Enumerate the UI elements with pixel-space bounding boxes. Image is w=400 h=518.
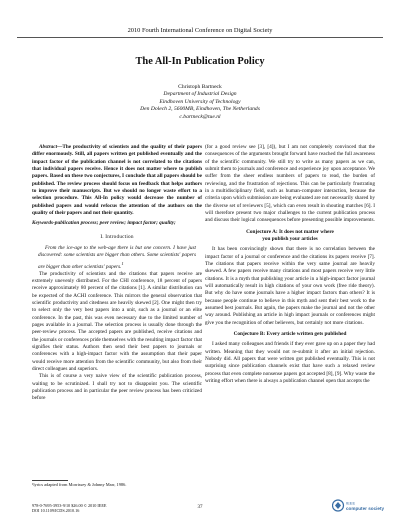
conjecture-a-heading: Conjecture A: It does not matter where you publish your articles xyxy=(246,228,334,242)
author-block xyxy=(0,84,400,121)
abstract-text: The productivity of scientists and the quality of their papers differ enormously. Still, all papers written get published eventually and the impact factor of the publication channel is not correlated to the citations that individual papers receive. Hence it does not matter where to publish papers. Based on these two conjectures, I conclude that all papers should be published. The review process should focus on feedback that helps authors to improve their manuscripts. But we should no longer waste effort to a selection procedure. This All-In policy would decrease the number of published papers and would refocus the attention of the authors on the quality of their papers and not their quantity. xyxy=(32,144,202,216)
page-number: 37 xyxy=(197,505,203,510)
keywords-label: Keywords-publication process; peer review; impact factor; quality; xyxy=(32,220,176,227)
intro-paragraph-2: This is of course a very naive view of the scientific publication process, waiting to be scrutinized. I shall try not to disappoint you. The scientific publication process and in particular the peer review process has been criticized before xyxy=(32,373,202,402)
left-column xyxy=(32,144,202,403)
conjecture-b-heading: Conjecture B: Every article written gets published xyxy=(233,330,347,337)
ieee-computer-society-logo xyxy=(332,498,384,513)
author-univ: Eindhoven University of Technology xyxy=(159,98,241,105)
author-email: c.bartneck@tue.nl xyxy=(179,113,221,120)
paper-title: The All-In Publication Policy xyxy=(135,56,265,67)
intro-paragraph-1: The productivity of scientists and the citations that papers receive are extremely unevenly distributed. For the CHI conference, 18 percent of papers receive approximately 80 percent of the citations [1]. A similar distribution can be expected of the ACHI conference. This mirrors the general observation that scientific productivity and citedness are heavily skewed [2]. One might then try to select only the very best papers into a unit, such as a journal or an elite conference. In the past, this was even necessary due to the limited number of pages available in a journal. The selection process is usually done through the peer-review process. The accepted papers are published, receive citations and the journals or conferences pride themselves with the resulting impact factor that signifies their status. Authors then send their best papers to journals or conferences with a high-impact factor with the assumption that their paper would receive more attention from the scientific community, but also from their direct colleagues and superiors. xyxy=(32,270,202,372)
svg-text:computer society: computer society xyxy=(346,506,384,511)
epigraph-quote: From the ice-age to the web-age there is but one concern. I have just discovered: some scientists are bigger than others. Some scientists' papers are bigger than other scientists' papers.$^1$ xyxy=(38,244,196,270)
doi-line: DOI 10.1109/ICDS.2010.16 xyxy=(32,508,80,513)
right-column xyxy=(205,144,375,385)
abstract-label: Abstract— xyxy=(39,144,63,150)
header-rule xyxy=(17,37,383,38)
footnote-rule xyxy=(32,480,68,481)
footnote: ¹lyrics adapted from Morrissey & Johnny Marr, 1986. xyxy=(32,482,127,487)
svg-text:IEEE: IEEE xyxy=(346,500,356,506)
conjecture-b-paragraph: I asked many colleagues and friends if they ever gave up on a paper they had written. Meaning that they would not re-submit it after an initial rejection. Nobody did. All papers that were written got published eventually. This is not surprising since publication channels exist that have such a relaxed review process that even complete nonsense papers got accepted [8], [9]. Why waste the writing effort when there is always a publication channel open that accepts the xyxy=(205,341,375,384)
author-dept: Department of Industrial Design xyxy=(163,91,237,98)
keywords xyxy=(32,220,202,227)
abstract xyxy=(32,144,202,217)
conjecture-a-paragraph: It has been convincingly shown that there is no correlation between the impact factor of a journal or conference and the citations its papers receive [7]. The citations that papers receive within the very same journal are heavily skewed. A few papers receive many citations and most papers receive very little citations. It is a myth that publishing your article in a high-impact factor journal will automatically result in high citations of your own work (free ride theory). But why do have some journals have a higher impact factors than others? It is because people continue to believe in this myth and sent their best work to the assumed best journals. But again, the papers make the journal and not the other way around. Publishing an article in high impact journals or conferences might give you the recognition of other believers, but certainly not more citations. xyxy=(205,246,375,326)
section-heading-introduction: I. Introduction xyxy=(100,233,134,240)
conference-header: 2010 Fourth International Conference on Digital Society xyxy=(127,27,273,34)
author-address: Den Dolech 2, 5600MB, Eindhoven, The Netherlands xyxy=(140,106,260,113)
body-paragraph-continued: (for a good review see [3], [4]), but I am not completely convinced that the consequences of the arguments brought forward have reached the full awareness of the scientific community. We still try to write as many papers as we can, submit them to journals and conference and experience joy upon acceptance. We suffer from the sheer endless numbers of papers to read, the burden of reviewing, and the frustration of rejections. This can be particularly frustrating in a multidisciplinary field, such as human-computer interaction, because the criteria upon which submission are being evaluated are not necessarily shared by the diverse set of reviewers [5], which can even result in shouting matches [6]. I will therefore present two major challenges to the current publication process and discuss their logical consequences before presenting possible improvements. xyxy=(205,144,375,224)
copyright-line: 978-0-7695-3953-9/10 $26.00 © 2010 IEEE xyxy=(32,503,107,508)
author-name: Christoph Bartneck xyxy=(178,84,222,90)
